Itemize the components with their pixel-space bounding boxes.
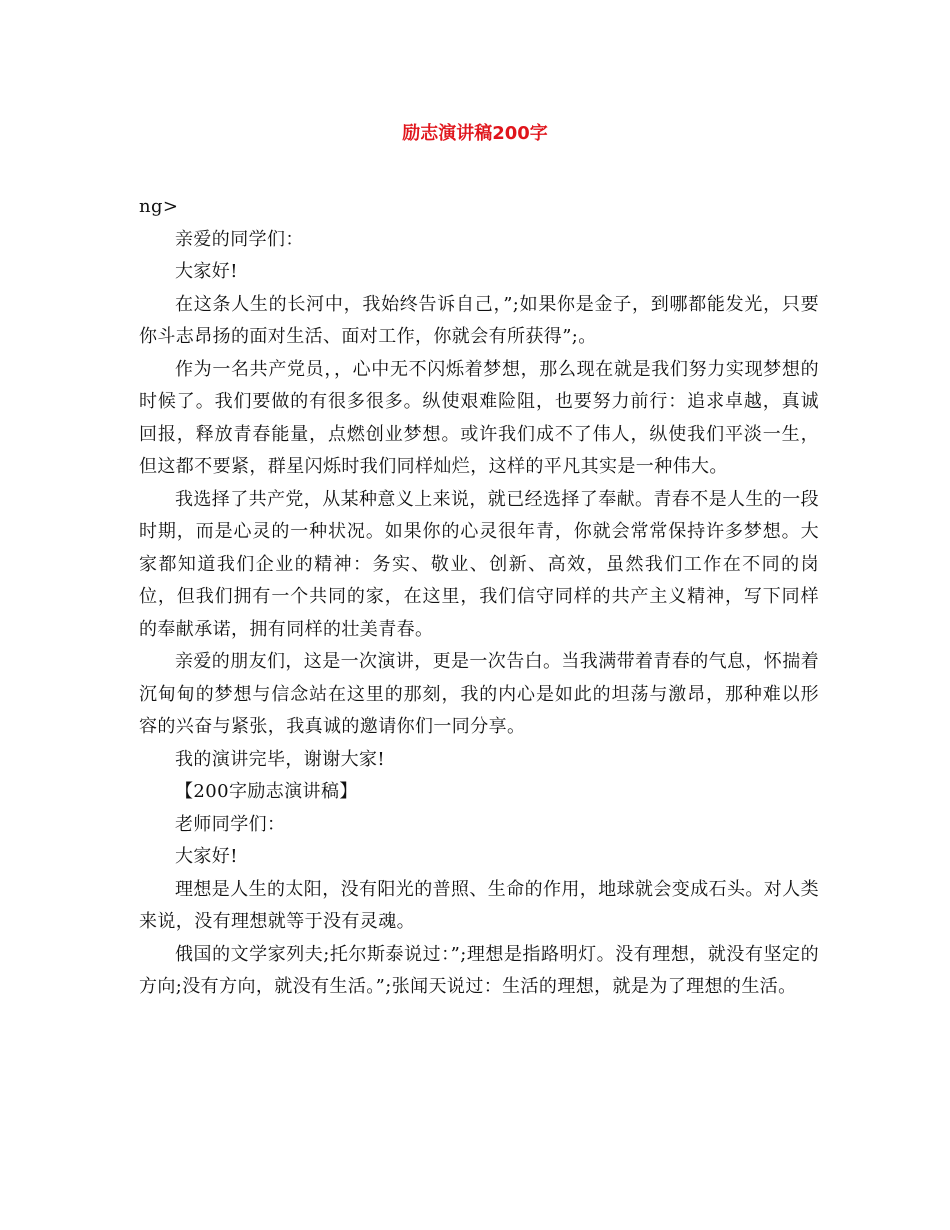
closing: 我的演讲完毕，谢谢大家! [175, 748, 386, 770]
document-body [139, 191, 819, 1004]
greeting: 大家好! [175, 846, 238, 867]
salutation: 亲爱的同学们： [175, 228, 304, 250]
section-heading: 【200字励志演讲稿】 [175, 781, 358, 802]
paragraph: 亲爱的朋友们，这是一次演讲，更是一次告白。当我满带着青春的气息，怀揣着沉甸甸的梦想与信念站在这里的那刻，我的内心是如此的坦荡与激昂，那种难以形容的兴奋与紧张，我真诚的邀请你们一同分享。 [139, 651, 819, 737]
greeting: 大家好! [175, 261, 238, 282]
paragraph: 作为一名共产党员，，心中无不闪烁着梦想，那么现在就是我们努力实现梦想的时候了。我们要做的有很多很多。纵使艰难险阻，也要努力前行：追求卓越，真诚回报，释放青春能量，点燃创业梦想。或许我们成不了伟人，纵使我们平淡一生，但这都不要紧，群星闪烁时我们同样灿烂，这样的平凡其实是一种伟大。 [139, 358, 819, 477]
paragraph: 在这条人生的长河中，我始终告诉自己，”;如果你是金子，到哪都能发光，只要你斗志昂扬的面对生活、面对工作，你就会有所获得”;。 [139, 293, 819, 347]
document-title: 励志演讲稿200字 [402, 123, 548, 144]
paragraph: 我选择了共产党，从某种意义上来说，就已经选择了奉献。青春不是人生的一段时期，而是心灵的一种状况。如果你的心灵很年青，你就会常常保持许多梦想。大家都知道我们企业的精神：务实、敬业、创新、高效，虽然我们工作在不同的岗位，但我们拥有一个共同的家，在这里，我们信守同样的共产主义精神，写下同样的奉献承诺，拥有同样的壮美青春。 [139, 488, 819, 640]
paragraph: 俄国的文学家列夫;托尔斯泰说过：”;理想是指路明灯。没有理想，就没有坚定的方向;没有方向，就没有生活。”;张闻天说过：生活的理想，就是为了理想的生活。 [139, 943, 819, 997]
salutation: 老师同学们： [175, 813, 286, 835]
paragraph: 理想是人生的太阳，没有阳光的普照、生命的作用，地球就会变成石头。对人类来说，没有理想就等于没有灵魂。 [139, 878, 819, 932]
paragraph-fragment: ng> [139, 196, 179, 217]
